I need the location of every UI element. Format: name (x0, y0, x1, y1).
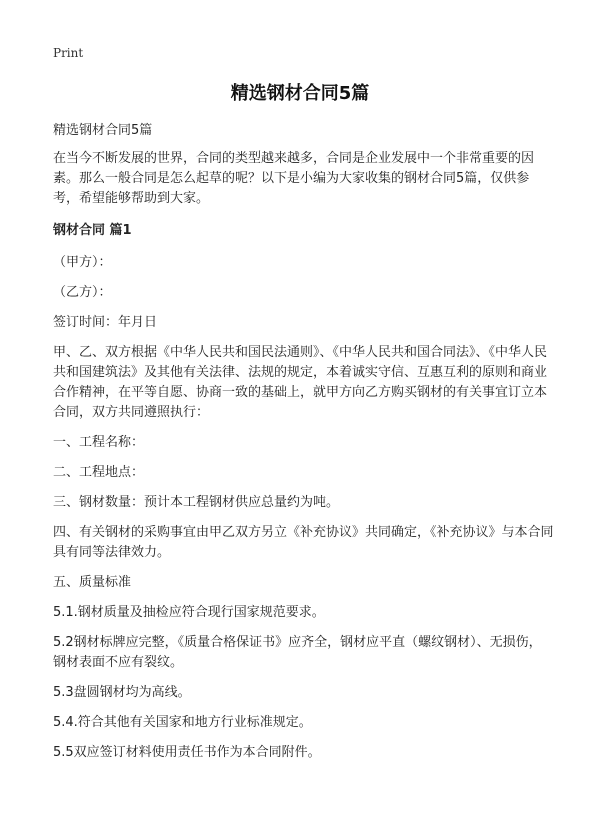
clause-5-4: 5.4.符合其他有关国家和地方行业标准规定。 (53, 715, 312, 730)
document-title: 精选钢材合同5篇 (230, 83, 370, 104)
section-heading: 钢材合同 篇1 (53, 223, 132, 238)
document-body (53, 121, 554, 773)
clause-procurement: 四、有关钢材的采购事宜由甲乙双方另立《补充协议》共同确定，《补充协议》与本合同具有同等法律效力。 (53, 525, 554, 560)
party-a-line: （甲方）： (53, 255, 112, 270)
clause-quality-heading: 五、质量标准 (53, 575, 132, 590)
clause-steel-quantity: 三、钢材数量：预计本工程钢材供应总量约为吨。 (53, 495, 340, 510)
clause-5-3: 5.3盘圆钢材均为高线。 (53, 685, 191, 700)
document-subtitle: 精选钢材合同5篇 (53, 123, 153, 138)
clause-5-2: 5.2钢材标牌应完整，《质量合格保证书》应齐全，钢材应平直（螺纹钢材）、无损伤，钢材表面不应有裂纹。 (53, 635, 542, 670)
clause-project-name: 一、工程名称： (53, 435, 145, 450)
signing-date-line: 签订时间：年月日 (53, 315, 158, 330)
print-link[interactable]: Print (53, 46, 84, 60)
party-b-line: （乙方）： (53, 285, 112, 300)
clause-5-5: 5.5双应签订材料使用责任书作为本合同附件。 (53, 745, 321, 760)
intro-paragraph: 在当今不断发展的世界，合同的类型越来越多，合同是企业发展中一个非常重要的因素。那么一般合同是怎么起草的呢？以下是小编为大家收集的钢材合同5篇，仅供参考，希望能够帮助到大家。 (53, 151, 535, 206)
clause-project-location: 二、工程地点： (53, 465, 145, 480)
clause-5-1: 5.1.钢材质量及抽检应符合现行国家规范要求。 (53, 605, 325, 620)
preamble-paragraph: 甲、乙、双方根据《中华人民共和国民法通则》、《中华人民共和国合同法》、《中华人民共和国建筑法》及其他有关法律、法规的规定，本着诚实守信、互惠互利的原则和商业合作精神，在平等自愿、协商一致的基础上，就甲方向乙方购买钢材的有关事宜订立本合同，双方共同遵照执行： (53, 345, 548, 420)
